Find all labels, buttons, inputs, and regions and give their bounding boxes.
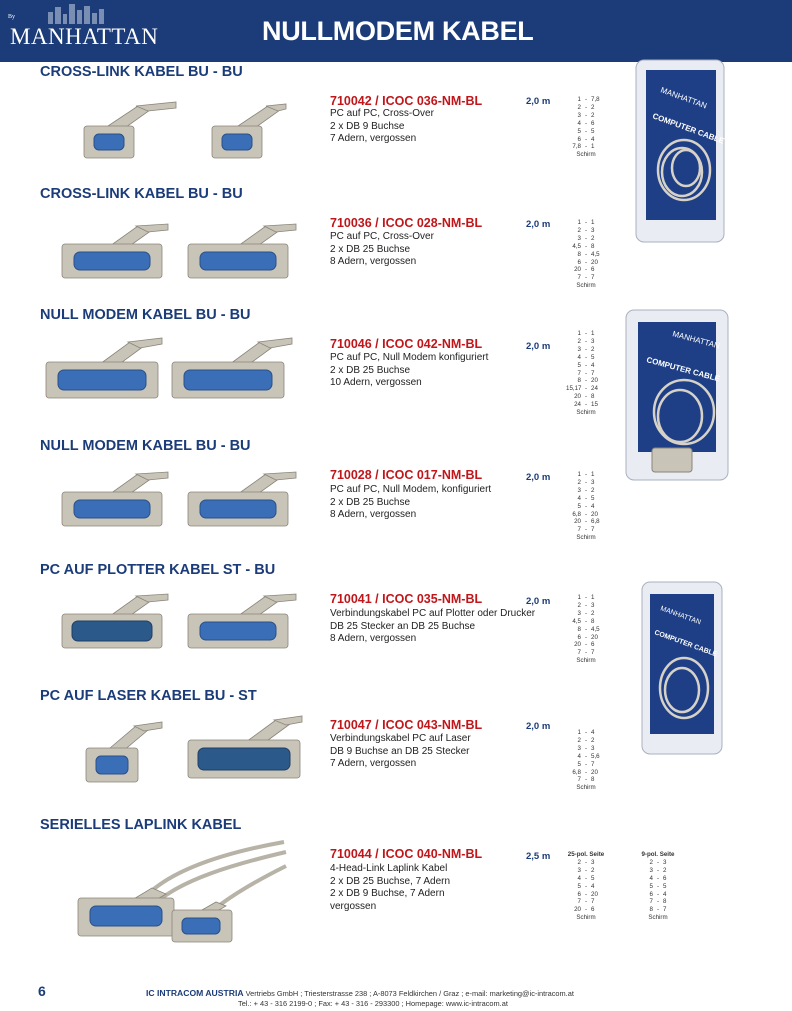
shield-label: Schirm — [576, 534, 596, 542]
pin-row: 4,5 - 8 — [572, 242, 595, 250]
pin-row: 3 - 2 — [577, 345, 595, 353]
product-description: PC auf PC, Cross-Over 2 x DB 9 Buchse 7 Adern, vergossen — [330, 108, 434, 145]
pin-row: 6,8 - 20 — [572, 768, 598, 776]
pin-table-heading: 9-pol. Seite — [641, 851, 675, 858]
pin-row: 7 - 7 — [577, 526, 595, 534]
product-code: 710047 / ICOC 043-NM-BL — [330, 718, 483, 732]
pin-row: 6 - 4 — [577, 135, 595, 143]
logo-text: MANHATTAN — [10, 24, 159, 49]
pin-row: 5 - 5 — [577, 127, 595, 135]
pin-row: 1 - 1 — [577, 471, 595, 478]
pin-row: 1 - 7,8 — [577, 96, 600, 103]
pin-row: 4 - 6 — [577, 119, 595, 127]
pin-row: 8 - 7 — [649, 906, 667, 914]
package-brand: MANHATTAN — [659, 605, 702, 627]
package-brand: MANHATTAN — [659, 85, 709, 111]
product-code: 710028 / ICOC 017-NM-BL — [330, 468, 483, 482]
pin-row: 7 - 7 — [577, 369, 595, 377]
packaged-cable-image — [638, 580, 726, 756]
shield-label: Schirm — [576, 151, 596, 159]
pin-row: 6 - 4 — [649, 890, 667, 898]
product-code: 710041 / ICOC 035-NM-BL — [330, 592, 483, 606]
page-number: 6 — [38, 983, 46, 999]
pin-row: 7 - 8 — [649, 898, 667, 906]
pin-row: 1 - 1 — [577, 594, 595, 601]
section-heading: PC AUF PLOTTER KABEL ST - BU — [40, 562, 276, 578]
pin-row: 8 - 4,5 — [577, 250, 600, 258]
shield-label: Schirm — [576, 784, 596, 792]
pin-row: 5 - 7 — [577, 760, 595, 768]
package-label — [640, 656, 641, 657]
pin-row: 2 - 3 — [577, 858, 595, 866]
package-label: COMPUTER CABLE — [651, 111, 726, 146]
pin-row: 5 - 4 — [577, 361, 595, 369]
section-heading: CROSS-LINK KABEL BU - BU — [40, 186, 243, 202]
pin-row: 2 - 3 — [577, 601, 595, 609]
shield-label: Schirm — [576, 657, 596, 665]
pin-row: 2 - 3 — [649, 858, 667, 866]
packaged-cable-image — [632, 58, 728, 244]
shield-label: Schirm — [576, 409, 596, 417]
pin-row: 1 - 1 — [577, 330, 595, 337]
pin-row: 7 - 7 — [577, 274, 595, 282]
product-code: 710044 / ICOC 040-NM-BL — [330, 847, 483, 861]
pin-row: 2 - 3 — [577, 226, 595, 234]
pin-assignment-25pol — [566, 851, 606, 922]
cable-length: 2,0 m — [526, 721, 551, 732]
db25-cable-image — [44, 334, 294, 408]
pin-row: 24 - 15 — [574, 401, 598, 409]
section-heading: CROSS-LINK KABEL BU - BU — [40, 64, 243, 80]
logo-prefix: By — [8, 14, 16, 20]
pin-row: 8 - 4,5 — [577, 625, 600, 633]
pin-row: 3 - 2 — [577, 609, 595, 617]
pin-row: 3 - 2 — [577, 234, 595, 242]
company-name: IC INTRACOM AUSTRIA — [146, 988, 244, 998]
pin-row: 4 - 5 — [577, 874, 595, 882]
footer-address — [146, 989, 574, 1008]
shield-label: Schirm — [576, 282, 596, 290]
page-title: NULLMODEM KABEL — [262, 16, 534, 46]
db25-cable-image — [60, 218, 300, 288]
pin-row: 7,8 - 1 — [572, 143, 595, 151]
pin-row: 2 - 2 — [577, 103, 595, 111]
cable-length: 2,0 m — [526, 96, 551, 107]
pin-row: 6 - 20 — [577, 633, 598, 641]
pin-row: 7 - 8 — [577, 776, 595, 784]
pin-assignment — [566, 219, 606, 290]
pin-row: 15,17 - 24 — [566, 385, 598, 393]
product-description: PC auf PC, Cross-Over 2 x DB 25 Buchse 8 Adern, vergossen — [330, 231, 434, 268]
pin-row: 7 - 7 — [577, 649, 595, 657]
package-label: COMPUTER CABLE — [645, 355, 721, 384]
section-heading: NULL MODEM KABEL BU - BU — [40, 438, 251, 454]
pin-row: 3 - 2 — [577, 866, 595, 874]
pin-row: 4 - 5 — [577, 353, 595, 361]
pin-row: 20 - 6 — [574, 906, 595, 914]
pin-table-heading: 25-pol. Seite — [567, 851, 605, 858]
pin-row: 2 - 2 — [577, 736, 595, 744]
cable-length: 2,5 m — [526, 851, 551, 862]
product-code: 710036 / ICOC 028-NM-BL — [330, 216, 483, 230]
pin-row: 4,5 - 8 — [572, 617, 595, 625]
package-brand: MANHATTAN — [671, 329, 721, 351]
section-heading: NULL MODEM KABEL BU - BU — [40, 307, 251, 323]
packaged-cable-image — [622, 308, 732, 482]
pin-assignment — [566, 471, 606, 542]
pin-row: 7 - 7 — [577, 898, 595, 906]
pin-row: 8 - 20 — [577, 377, 598, 385]
package-label: COMPUTER CABLE — [653, 629, 718, 659]
pin-assignment — [566, 330, 606, 417]
pin-row: 20 - 6,8 — [574, 518, 600, 526]
product-description: PC auf PC, Null Modem, konfiguriert 2 x DB 25 Buchse 8 Adern, vergossen — [330, 484, 492, 521]
db25-male-female-cable-image — [60, 588, 300, 660]
pin-assignment — [566, 96, 606, 159]
laplink-cable-image — [76, 836, 306, 956]
product-description: Verbindungskabel PC auf Laser DB 9 Buchse an DB 25 Stecker 7 Adern, vergossen — [330, 733, 471, 770]
pin-row: 20 - 6 — [574, 641, 595, 649]
pin-row: 20 - 6 — [574, 266, 595, 274]
skyline-icon — [46, 4, 106, 24]
product-description: Verbindungskabel PC auf Plotter oder Drucker DB 25 Stecker an DB 25 Buchse 8 Adern, vergossen — [330, 608, 536, 645]
cable-length: 2,0 m — [526, 596, 551, 607]
pin-row: 3 - 3 — [577, 744, 595, 752]
section-heading: PC AUF LASER KABEL BU - ST — [40, 688, 257, 704]
product-code: 710046 / ICOC 042-NM-BL — [330, 337, 483, 351]
shield-label: Schirm — [648, 914, 668, 922]
pin-row: 5 - 4 — [577, 502, 595, 510]
pin-row: 5 - 5 — [649, 882, 667, 890]
pin-row: 2 - 3 — [577, 478, 595, 486]
shield-label: Schirm — [576, 914, 596, 922]
section-heading: SERIELLES LAPLINK KABEL — [40, 817, 242, 833]
pin-assignment — [566, 729, 606, 792]
product-description: 4-Head-Link Laplink Kabel 2 x DB 25 Buchse, 7 Adern 2 x DB 9 Buchse, 7 Adern vergossen — [330, 863, 451, 912]
packaged-cable-image-spacer — [640, 656, 641, 657]
cable-length: 2,0 m — [526, 341, 551, 352]
pin-row: 6 - 20 — [577, 258, 598, 266]
pin-row: 20 - 8 — [574, 393, 595, 401]
footer-line-1: Vertriebs GmbH ; Triesterstrasse 238 ; A-8073 Feldkirchen / Graz ; e-mail: marketing@ic-intracom.at — [243, 989, 574, 998]
pin-row: 4 - 5,6 — [577, 752, 600, 760]
product-code: 710042 / ICOC 036-NM-BL — [330, 94, 483, 108]
pin-row: 2 - 3 — [577, 337, 595, 345]
db9-cable-image — [78, 96, 288, 166]
pin-row: 4 - 6 — [649, 874, 667, 882]
pin-row: 3 - 2 — [649, 866, 667, 874]
pin-row: 6,8 - 20 — [572, 510, 598, 518]
db25-cable-image — [60, 466, 300, 536]
pin-row: 5 - 4 — [577, 882, 595, 890]
page-header — [0, 0, 792, 62]
pin-assignment-9pol — [638, 851, 678, 922]
pin-row: 6 - 20 — [577, 890, 598, 898]
db9-db25-cable-image — [84, 710, 304, 790]
pin-row: 3 - 2 — [577, 486, 595, 494]
product-description: PC auf PC, Null Modem konfiguriert 2 x DB 25 Buchse 10 Adern, vergossen — [330, 352, 489, 389]
footer-line-2: Tel.: + 43 - 316 2199-0 ; Fax: + 43 - 316 - 293300 ; Homepage: www.ic-intracom.at — [238, 998, 508, 1008]
pin-assignment — [566, 594, 606, 665]
cable-length: 2,0 m — [526, 219, 551, 230]
pin-row: 3 - 2 — [577, 111, 595, 119]
pin-row: 1 - 1 — [577, 219, 595, 226]
cable-length: 2,0 m — [526, 472, 551, 483]
pin-row: 1 - 4 — [577, 729, 595, 736]
pin-row: 4 - 5 — [577, 494, 595, 502]
